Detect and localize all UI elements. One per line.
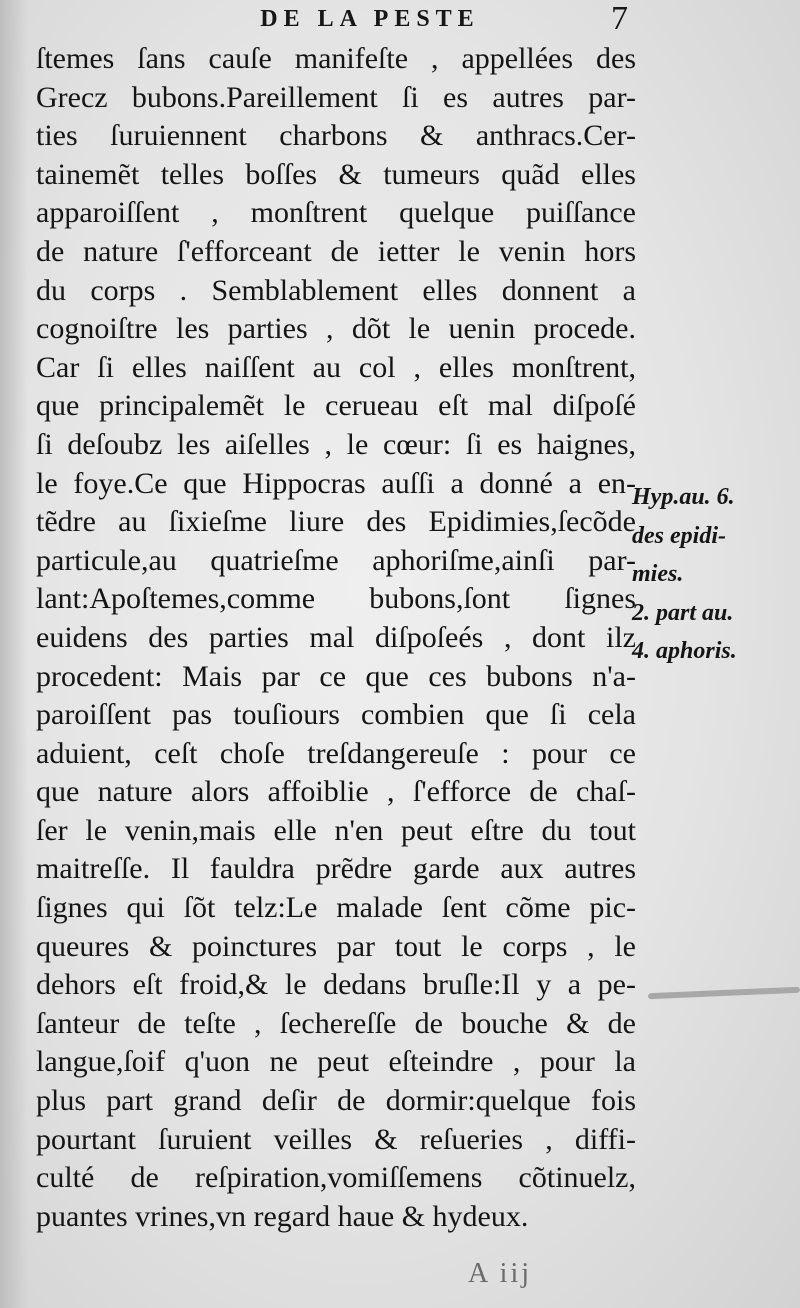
text-line: ties ſuruiennent charbons & anthracs.Cer- xyxy=(36,119,636,153)
margin-note: mies. xyxy=(632,561,684,588)
spine-shadow xyxy=(0,0,28,1308)
margin-note: Hyp.au. 6. xyxy=(632,484,735,510)
text-line: Grecz bubons.Pareillement ſi es autres par- xyxy=(36,80,636,114)
text-line: langue,ſoif q'uon ne peut eſteindre , pour la xyxy=(36,1045,636,1079)
text-line: tẽdre au ſixieſme liure des Epidimies,ſecõde xyxy=(36,505,636,539)
text-line: Car ſi elles naiſſent au col , elles monſtrent, xyxy=(36,350,636,384)
text-line: ſer le venin,mais elle n'en peut eſtre du tout xyxy=(36,813,636,847)
text-line: lant:Apoſtemes,comme bubons,ſont ſignes xyxy=(36,582,636,616)
text-line: de nature ſ'efforceant de ietter le venin hors xyxy=(36,234,636,268)
text-line: ſi deſoubz les aiſelles , le cœur: ſi es haignes, xyxy=(36,427,636,461)
text-line: apparoiſſent , monſtrent quelque puiſſance xyxy=(36,196,636,230)
text-line: ſignes qui ſõt telz:Le malade ſent cõme pic- xyxy=(36,891,636,925)
text-line: ſtemes ſans cauſe manifeſte , appellées des xyxy=(36,42,636,75)
text-line: euidens des parties mal diſpoſeés , dont ilz xyxy=(36,620,636,654)
text-line: cognoiſtre les parties , dõt le uenin procede. xyxy=(36,312,636,346)
margin-note: 4. aphoris. xyxy=(632,638,737,665)
text-line: plus part grand deſir de dormir:quelque fois xyxy=(36,1084,636,1118)
signature-mark: A iij xyxy=(468,1258,533,1289)
text-line: ſanteur de teſte , ſechereſſe de bouche & de xyxy=(36,1006,636,1040)
text-line: aduient, ceſt choſe treſdangereuſe : pour ce xyxy=(36,736,636,770)
text-line: que principalemẽt le cerueau eſt mal diſpoſé xyxy=(36,389,636,423)
margin-note: 2. part au. xyxy=(632,599,734,626)
text-line: particule,au quatrieſme aphoriſme,ainſi par- xyxy=(36,543,636,577)
margin-note: des epidi- xyxy=(632,522,726,549)
text-line: dehors eſt froid,& le dedans bruſle:Il y a pe- xyxy=(36,968,636,1002)
running-title: DE LA PESTE xyxy=(260,6,480,32)
text-line: paroiſſent pas touſiours combien que ſi cela xyxy=(36,698,636,732)
margin-notes xyxy=(632,478,798,671)
text-line: tainemẽt telles boſſes & tumeurs quãd elles xyxy=(36,157,636,191)
body-text xyxy=(36,40,636,1236)
page-number: 7 xyxy=(611,0,628,37)
text-line: que nature alors affoiblie , ſ'efforce de chaſ- xyxy=(36,775,636,809)
text-line: le foye.Ce que Hippocras auſſi a donné a en- xyxy=(36,466,636,500)
text-line: procedent: Mais par ce que ces bubons n'a- xyxy=(36,659,636,693)
text-line: pourtant ſuruient veilles & reſueries , diffi- xyxy=(36,1122,636,1156)
pencil-mark xyxy=(648,987,800,1000)
text-line: culté de reſpiration,vomiſſemens cõtinuelz, xyxy=(36,1161,636,1195)
text-line: maitreſſe. Il fauldra prẽdre garde aux autres xyxy=(36,852,636,886)
text-line: du corps . Semblablement elles donnent a xyxy=(36,273,636,307)
text-line-last: puantes vrines,vn regard haue & hydeux. xyxy=(36,1199,529,1233)
text-line: queures & poinctures par tout le corps , le xyxy=(36,929,636,963)
